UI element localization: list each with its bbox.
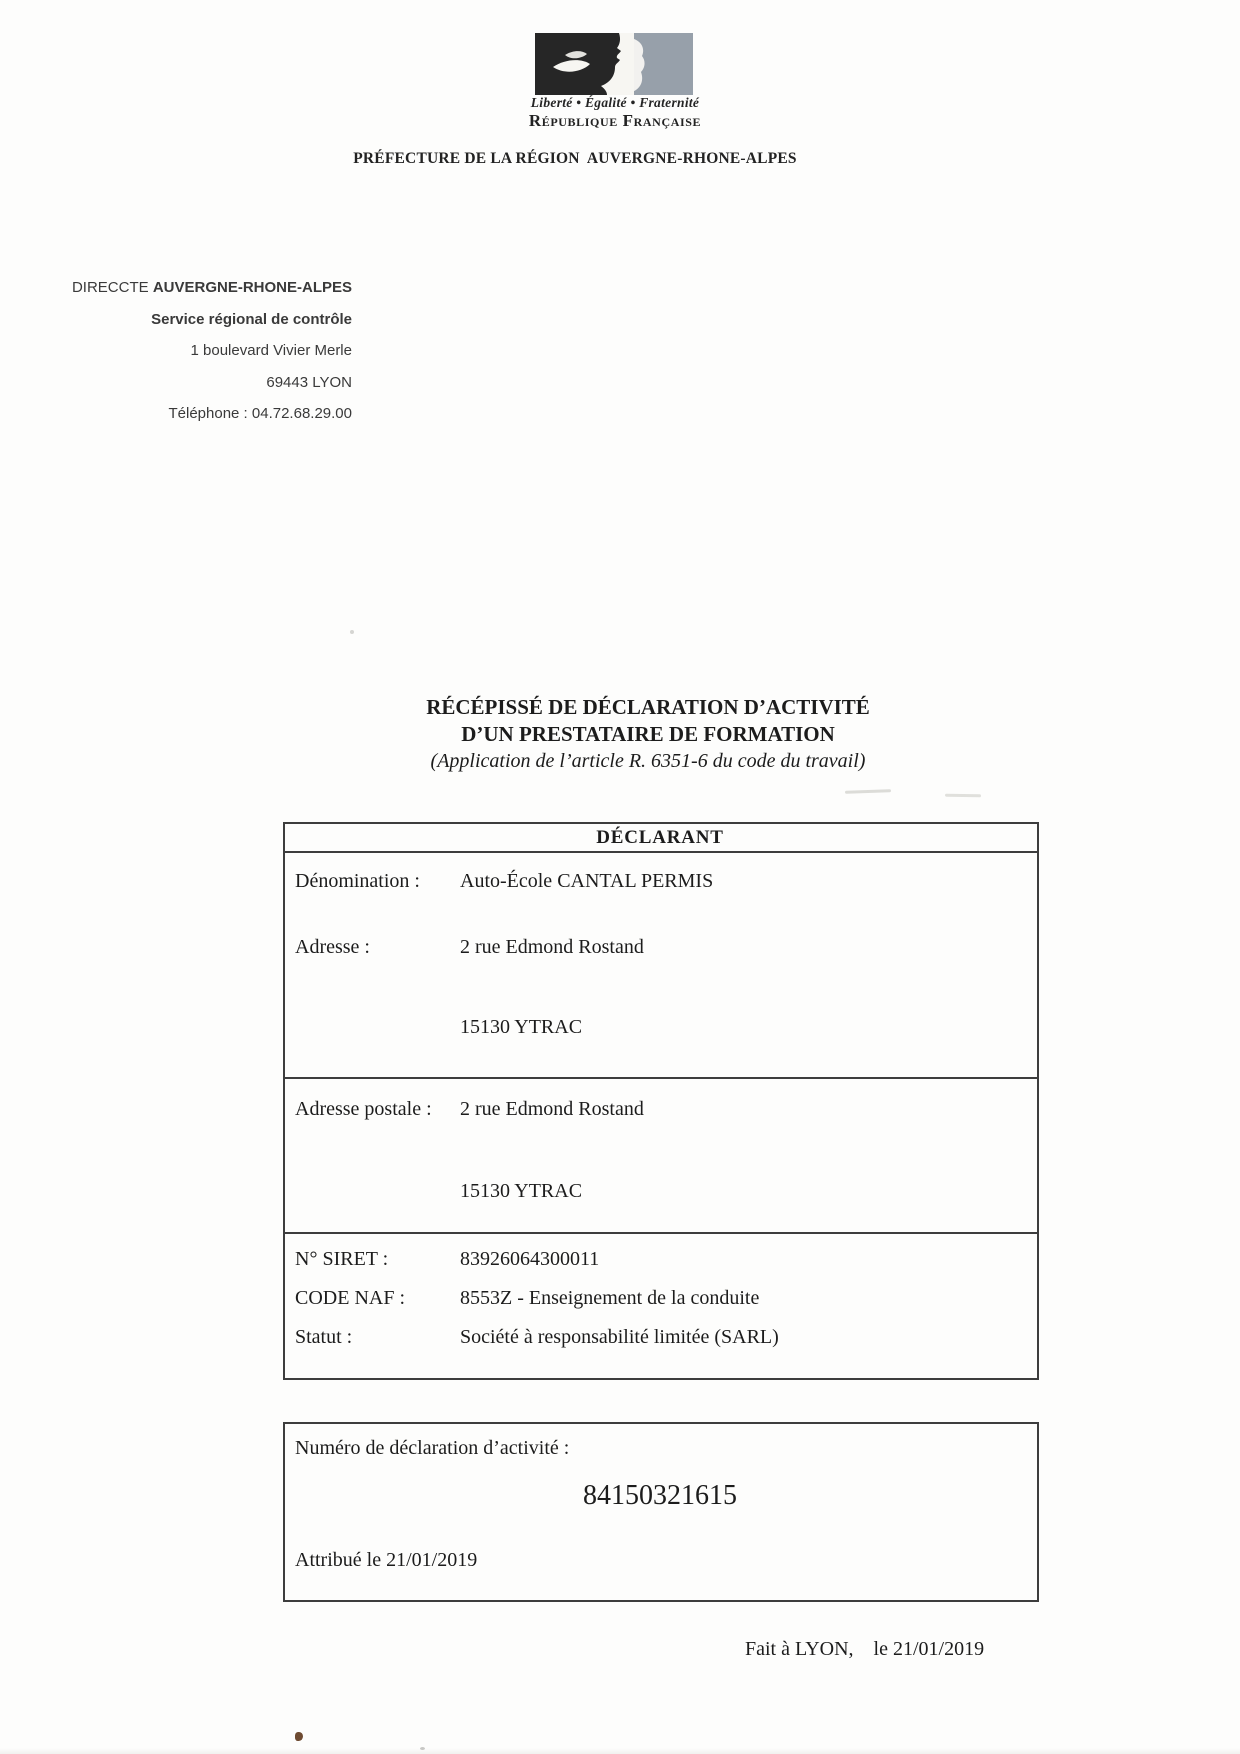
denomination-label: Dénomination :: [295, 870, 420, 892]
logo-republic-label: République Française: [528, 111, 702, 130]
sender-service-line: Service régional de contrôle: [151, 310, 352, 328]
sender-phone-line: Téléphone : 04.72.68.29.00: [168, 405, 352, 422]
title-line-1: RÉCÉPISSÉ DE DÉCLARATION D’ACTIVITÉ: [426, 695, 870, 719]
siret-label: N° SIRET :: [295, 1248, 389, 1270]
prefecture-line: PRÉFECTURE DE LA RÉGION AUVERGNE-RHONE-ALPES: [353, 150, 797, 167]
adresse-postale-value-line2: 15130 YTRAC: [460, 1180, 583, 1202]
scan-edge-shadow: [0, 1748, 1240, 1754]
sender-direccte-label: DIRECCTE: [71, 279, 153, 296]
declarant-separator-2: [285, 1232, 1037, 1234]
adresse-value-line1: 2 rue Edmond Rostand: [460, 936, 644, 958]
sender-region-label: AUVERGNE-RHONE-ALPES: [152, 279, 352, 296]
statut-value: Société à responsabilité limitée (SARL): [460, 1326, 779, 1348]
scan-speck: [295, 1732, 303, 1741]
scan-speck: [350, 630, 354, 634]
adresse-postale-label: Adresse postale :: [295, 1098, 432, 1120]
title-line-2: D’UN PRESTATAIRE DE FORMATION: [461, 722, 835, 746]
denomination-value: Auto-École CANTAL PERMIS: [460, 870, 714, 892]
sender-address-block: [60, 272, 352, 430]
sender-street-line: 1 boulevard Vivier Merle: [190, 342, 352, 359]
declarant-table-header: DÉCLARANT: [596, 827, 724, 848]
scan-smudge: [845, 789, 891, 794]
naf-value: 8553Z - Enseignement de la conduite: [460, 1287, 760, 1309]
statut-label: Statut :: [295, 1326, 353, 1348]
logo-motto: Liberté • Égalité • Fraternité: [530, 95, 700, 110]
declarant-separator-1: [285, 1077, 1037, 1079]
document-title: [320, 694, 976, 775]
fait-a-line: Fait à LYON, le 21/01/2019: [745, 1638, 985, 1660]
title-subtitle: (Application de l’article R. 6351-6 du code du travail): [430, 750, 866, 772]
naf-label: CODE NAF :: [295, 1287, 406, 1309]
declaration-number-value: 84150321615: [583, 1480, 737, 1511]
adresse-label: Adresse :: [295, 936, 370, 958]
sender-city-line: 69443 LYON: [266, 373, 352, 391]
sender-line-direccte: [60, 272, 352, 304]
declarant-header-underline: [285, 851, 1037, 853]
declaration-number-label: Numéro de déclaration d’activité :: [295, 1437, 570, 1459]
adresse-postale-value-line1: 2 rue Edmond Rostand: [460, 1098, 644, 1120]
scan-speck: [420, 1747, 425, 1750]
scan-smudge: [945, 794, 981, 798]
siret-value: 83926064300011: [460, 1248, 600, 1270]
republique-francaise-logo: [535, 33, 693, 95]
adresse-value-line2: 15130 YTRAC: [460, 1016, 583, 1038]
declaration-attributed-date: Attribué le 21/01/2019: [295, 1549, 478, 1571]
